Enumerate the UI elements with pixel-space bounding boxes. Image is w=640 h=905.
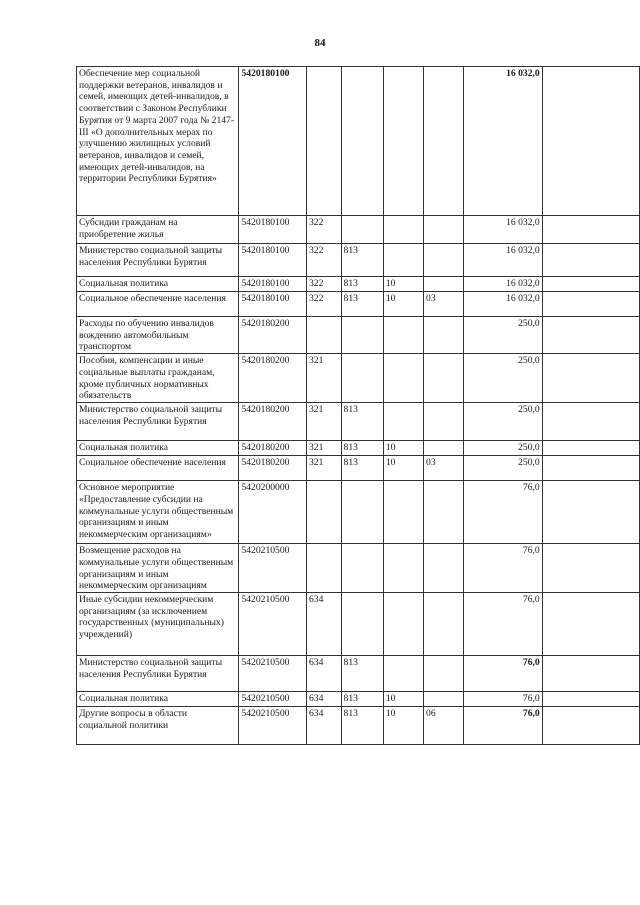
row-pr xyxy=(424,403,464,441)
row-pr: 06 xyxy=(424,706,464,744)
row-vr xyxy=(307,317,342,354)
row-rz xyxy=(383,317,423,354)
row-empty-cell xyxy=(542,655,639,691)
table-row xyxy=(77,244,640,277)
row-code: 5420180100 xyxy=(239,244,307,277)
row-pr xyxy=(424,244,464,277)
row-code: 5420200000 xyxy=(239,481,307,544)
row-rz: 10 xyxy=(383,277,423,292)
row-sum: 76,0 xyxy=(464,544,542,593)
row-vr xyxy=(307,481,342,544)
row-gr: 813 xyxy=(341,292,383,317)
row-empty-cell xyxy=(542,354,639,403)
budget-table xyxy=(76,66,640,745)
row-vr: 634 xyxy=(307,655,342,691)
row-gr: 813 xyxy=(341,277,383,292)
page-number: 84 xyxy=(314,37,326,49)
row-name: Другие вопросы в области социальной политики xyxy=(77,706,239,744)
table-row xyxy=(77,216,640,244)
row-empty-cell xyxy=(542,403,639,441)
table-row xyxy=(77,277,640,292)
row-sum: 16 032,0 xyxy=(464,244,542,277)
row-sum: 250,0 xyxy=(464,403,542,441)
row-gr xyxy=(341,216,383,244)
row-pr xyxy=(424,481,464,544)
row-pr: 03 xyxy=(424,292,464,317)
row-code: 5420180200 xyxy=(239,456,307,481)
table-row xyxy=(77,691,640,706)
row-sum: 16 032,0 xyxy=(464,216,542,244)
row-name: Социальная политика xyxy=(77,277,239,292)
row-vr: 322 xyxy=(307,244,342,277)
row-name: Министерство социальной защиты населения Республики Бурятия xyxy=(77,244,239,277)
row-name: Расходы по обучению инвалидов вождению автомобильным транспортом xyxy=(77,317,239,354)
row-pr xyxy=(424,67,464,216)
row-rz xyxy=(383,544,423,593)
row-name: Иные субсидии некоммерческим организациям (за исключением государственных (муниципальных) учреждений) xyxy=(77,592,239,655)
row-name: Социальное обеспечение населения xyxy=(77,292,239,317)
row-sum: 76,0 xyxy=(464,691,542,706)
table-row xyxy=(77,592,640,655)
row-rz: 10 xyxy=(383,292,423,317)
row-empty-cell xyxy=(542,244,639,277)
row-sum: 76,0 xyxy=(464,592,542,655)
row-gr: 813 xyxy=(341,403,383,441)
row-sum: 16 032,0 xyxy=(464,67,542,216)
row-code: 5420180200 xyxy=(239,354,307,403)
row-rz xyxy=(383,354,423,403)
table-row xyxy=(77,456,640,481)
row-gr: 813 xyxy=(341,691,383,706)
row-code: 5420180100 xyxy=(239,292,307,317)
table-row xyxy=(77,706,640,744)
row-sum: 76,0 xyxy=(464,481,542,544)
row-code: 5420180100 xyxy=(239,216,307,244)
row-rz xyxy=(383,67,423,216)
row-gr xyxy=(341,481,383,544)
row-name: Возмещение расходов на коммунальные услуги общественным организациям и иным некоммерческим организациям xyxy=(77,544,239,593)
row-vr: 634 xyxy=(307,691,342,706)
row-rz xyxy=(383,481,423,544)
row-pr xyxy=(424,655,464,691)
row-rz xyxy=(383,403,423,441)
row-name: Субсидии гражданам на приобретение жилья xyxy=(77,216,239,244)
row-vr: 322 xyxy=(307,216,342,244)
row-vr xyxy=(307,544,342,593)
row-sum: 76,0 xyxy=(464,706,542,744)
row-rz xyxy=(383,655,423,691)
row-empty-cell xyxy=(542,456,639,481)
table-row xyxy=(77,441,640,456)
row-name: Социальная политика xyxy=(77,691,239,706)
row-empty-cell xyxy=(542,706,639,744)
row-vr: 321 xyxy=(307,441,342,456)
row-pr xyxy=(424,544,464,593)
table-row xyxy=(77,403,640,441)
row-code: 5420180200 xyxy=(239,317,307,354)
row-vr: 321 xyxy=(307,354,342,403)
row-sum: 250,0 xyxy=(464,317,542,354)
row-vr: 634 xyxy=(307,706,342,744)
row-empty-cell xyxy=(542,67,639,216)
table-row xyxy=(77,317,640,354)
row-code: 5420180200 xyxy=(239,403,307,441)
row-code: 5420180100 xyxy=(239,67,307,216)
row-vr: 322 xyxy=(307,292,342,317)
row-code: 5420180100 xyxy=(239,277,307,292)
row-gr xyxy=(341,592,383,655)
row-gr: 813 xyxy=(341,244,383,277)
row-rz xyxy=(383,592,423,655)
row-code: 5420210500 xyxy=(239,706,307,744)
row-pr xyxy=(424,354,464,403)
row-empty-cell xyxy=(542,691,639,706)
row-gr xyxy=(341,67,383,216)
row-gr xyxy=(341,354,383,403)
table-row xyxy=(77,544,640,593)
row-empty-cell xyxy=(542,544,639,593)
row-gr: 813 xyxy=(341,706,383,744)
row-name: Социальное обеспечение населения xyxy=(77,456,239,481)
row-gr: 813 xyxy=(341,441,383,456)
row-pr xyxy=(424,592,464,655)
row-pr xyxy=(424,277,464,292)
row-sum: 250,0 xyxy=(464,441,542,456)
row-name: Социальная политика xyxy=(77,441,239,456)
row-sum: 16 032,0 xyxy=(464,277,542,292)
row-name: Пособия, компенсации и иные социальные выплаты гражданам, кроме публичных нормативных обязательств xyxy=(77,354,239,403)
row-sum: 250,0 xyxy=(464,456,542,481)
row-vr: 321 xyxy=(307,456,342,481)
row-empty-cell xyxy=(542,592,639,655)
row-sum: 76,0 xyxy=(464,655,542,691)
row-code: 5420210500 xyxy=(239,544,307,593)
row-empty-cell xyxy=(542,216,639,244)
row-name: Министерство социальной защиты населения Республики Бурятия xyxy=(77,655,239,691)
table-row xyxy=(77,354,640,403)
row-pr: 03 xyxy=(424,456,464,481)
row-rz: 10 xyxy=(383,441,423,456)
row-rz: 10 xyxy=(383,706,423,744)
row-gr: 813 xyxy=(341,655,383,691)
row-code: 5420210500 xyxy=(239,592,307,655)
row-pr xyxy=(424,317,464,354)
row-vr: 634 xyxy=(307,592,342,655)
row-name: Министерство социальной защиты населения Республики Бурятия xyxy=(77,403,239,441)
row-pr xyxy=(424,441,464,456)
table-row xyxy=(77,292,640,317)
table-body xyxy=(77,67,640,745)
row-pr xyxy=(424,691,464,706)
table-row xyxy=(77,67,640,216)
row-empty-cell xyxy=(542,441,639,456)
row-code: 5420210500 xyxy=(239,655,307,691)
table-row xyxy=(77,481,640,544)
row-empty-cell xyxy=(542,317,639,354)
row-gr xyxy=(341,317,383,354)
row-rz: 10 xyxy=(383,691,423,706)
row-empty-cell xyxy=(542,481,639,544)
row-pr xyxy=(424,216,464,244)
row-vr xyxy=(307,67,342,216)
row-vr: 322 xyxy=(307,277,342,292)
table-row xyxy=(77,655,640,691)
row-gr xyxy=(341,544,383,593)
row-empty-cell xyxy=(542,292,639,317)
row-rz: 10 xyxy=(383,456,423,481)
row-code: 5420210500 xyxy=(239,691,307,706)
row-rz xyxy=(383,244,423,277)
row-vr: 321 xyxy=(307,403,342,441)
row-empty-cell xyxy=(542,277,639,292)
row-gr: 813 xyxy=(341,456,383,481)
row-sum: 250,0 xyxy=(464,354,542,403)
row-rz xyxy=(383,216,423,244)
row-code: 5420180200 xyxy=(239,441,307,456)
row-sum: 16 032,0 xyxy=(464,292,542,317)
row-name: Обеспечение мер социальной поддержки ветеранов, инвалидов и семей, имеющих детей-инвалидов, в соответствии с Законом Республики Бурятия от 9 марта 2007 года № 2147-III «О дополнительных мерах по улучшению жилищных условий ветеранов, инвалидов и семей, имеющих детей-инвалидов, на территории Республики Бурятия» xyxy=(77,67,239,216)
row-name: Основное мероприятие «Предоставление субсидии на коммунальные услуги общественным организациям и иным некоммерческим организациям» xyxy=(77,481,239,544)
